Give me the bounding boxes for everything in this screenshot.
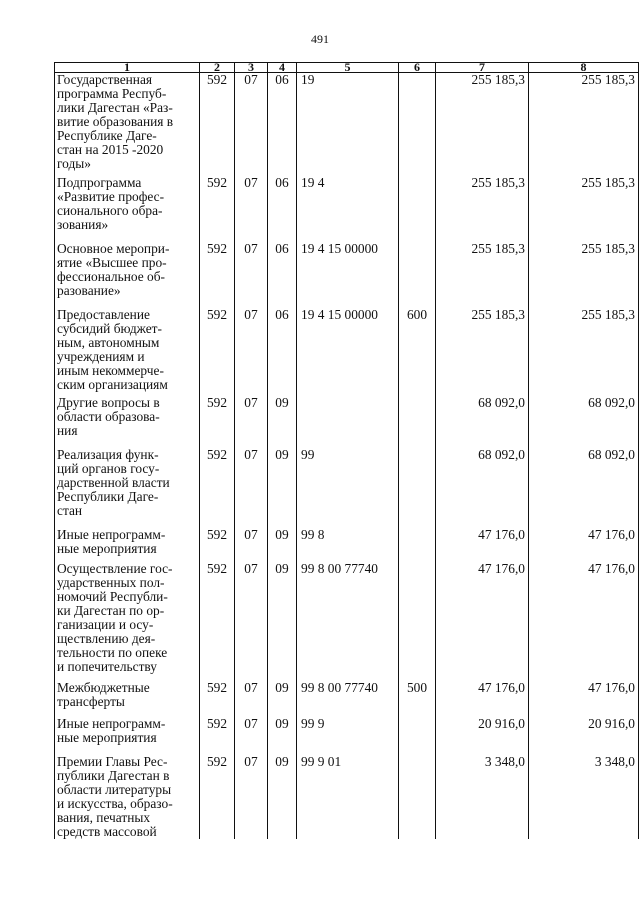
- target-article-cell: 19: [297, 73, 399, 176]
- section-code-cell: 07: [235, 308, 268, 396]
- page-number: 491: [311, 32, 329, 46]
- row-name-line: средств массовой: [57, 823, 157, 839]
- target-article-cell: 19 4: [297, 176, 399, 242]
- amount-cell: 255 185,3: [529, 242, 639, 308]
- row-name-line: и искусства, образо-: [57, 795, 173, 811]
- row-name-line: сионального обра-: [57, 202, 163, 218]
- column-header: 5: [297, 63, 399, 73]
- row-name-cell: [55, 242, 200, 308]
- row-name-line: области образова-: [57, 408, 160, 424]
- target-article-cell: 19 4 15 00000: [297, 308, 399, 396]
- admin-code-cell: 592: [200, 396, 235, 448]
- expense-type-cell: [399, 448, 436, 528]
- row-name-line: ганизации и осу-: [57, 616, 154, 632]
- amount-cell: 255 185,3: [436, 308, 529, 396]
- table-row: [55, 681, 639, 717]
- row-name-line: ния: [57, 422, 78, 438]
- row-name-line: ные мероприятия: [57, 729, 157, 745]
- table-row: [55, 448, 639, 528]
- admin-code-cell: 592: [200, 308, 235, 396]
- expense-type-cell: [399, 717, 436, 755]
- subsection-code-cell: 06: [268, 176, 297, 242]
- row-name-line: ятие «Высшее про-: [57, 254, 167, 270]
- column-header: 1: [55, 63, 200, 73]
- row-name-line: ществлению дея-: [57, 630, 156, 646]
- row-name-cell: [55, 755, 200, 839]
- row-name-line: ций органов госу-: [57, 460, 160, 476]
- amount-cell: 255 185,3: [436, 73, 529, 176]
- row-name-line: Реализация функ-: [57, 446, 159, 462]
- row-name-line: ки Дагестан по ор-: [57, 602, 165, 618]
- target-article-cell: 99 8: [297, 528, 399, 562]
- row-name-line: Республики Даге-: [57, 488, 159, 504]
- amount-cell: 68 092,0: [529, 396, 639, 448]
- table-row: [55, 308, 639, 396]
- column-header: 3: [235, 63, 268, 73]
- target-article-cell: 99 8 00 77740: [297, 562, 399, 681]
- row-name-line: ные мероприятия: [57, 540, 157, 556]
- section-code-cell: 07: [235, 681, 268, 717]
- section-code-cell: 07: [235, 176, 268, 242]
- column-header: 4: [268, 63, 297, 73]
- subsection-code-cell: 06: [268, 73, 297, 176]
- column-header: 2: [200, 63, 235, 73]
- row-name-line: Иные непрограмм-: [57, 526, 166, 542]
- target-article-cell: 99 9: [297, 717, 399, 755]
- section-code-cell: 07: [235, 396, 268, 448]
- row-name-cell: [55, 73, 200, 176]
- column-header: 6: [399, 63, 436, 73]
- expense-type-cell: [399, 176, 436, 242]
- amount-cell: 47 176,0: [436, 528, 529, 562]
- row-name-line: вания, печатных: [57, 809, 151, 825]
- row-name-cell: [55, 717, 200, 755]
- column-header: 8: [529, 63, 639, 73]
- amount-cell: 68 092,0: [436, 448, 529, 528]
- admin-code-cell: 592: [200, 73, 235, 176]
- row-name-line: стан на 2015 -2020: [57, 142, 164, 157]
- amount-cell: 255 185,3: [529, 73, 639, 176]
- expense-type-cell: [399, 242, 436, 308]
- row-name-line: Другие вопросы в: [57, 394, 160, 410]
- amount-cell: 20 916,0: [436, 717, 529, 755]
- subsection-code-cell: 09: [268, 528, 297, 562]
- amount-cell: 20 916,0: [529, 717, 639, 755]
- amount-cell: 68 092,0: [436, 396, 529, 448]
- section-code-cell: 07: [235, 242, 268, 308]
- row-name-line: публики Дагестан в: [57, 767, 170, 783]
- row-name-line: ским организациям: [57, 376, 168, 392]
- target-article-cell: 19 4 15 00000: [297, 242, 399, 308]
- expense-type-cell: [399, 562, 436, 681]
- table-row: [55, 717, 639, 755]
- row-name-cell: [55, 681, 200, 717]
- amount-cell: 3 348,0: [436, 755, 529, 839]
- row-name-line: субсидий бюджет-: [57, 320, 162, 336]
- subsection-code-cell: 09: [268, 448, 297, 528]
- target-article-cell: 99 8 00 77740: [297, 681, 399, 717]
- table-header-row: [55, 63, 639, 73]
- admin-code-cell: 592: [200, 681, 235, 717]
- row-name-cell: [55, 448, 200, 528]
- column-header: 7: [436, 63, 529, 73]
- row-name-line: Основное меропри-: [57, 240, 170, 256]
- row-name-line: лики Дагестан «Раз-: [57, 100, 173, 115]
- table-row: [55, 176, 639, 242]
- amount-cell: 47 176,0: [436, 562, 529, 681]
- row-name-line: Межбюджетные: [57, 679, 150, 695]
- expense-type-cell: 600: [399, 308, 436, 396]
- row-name-line: дарственной власти: [57, 474, 170, 490]
- row-name-line: тельности по опеке: [57, 644, 168, 660]
- row-name-line: и попечительству: [57, 658, 157, 674]
- subsection-code-cell: 09: [268, 755, 297, 839]
- subsection-code-cell: 09: [268, 562, 297, 681]
- row-name-line: фессиональное об-: [57, 268, 166, 284]
- target-article-cell: 99 9 01: [297, 755, 399, 839]
- admin-code-cell: 592: [200, 176, 235, 242]
- row-name-line: Республике Даге-: [57, 128, 157, 143]
- row-name-line: Подпрограмма: [57, 174, 142, 190]
- amount-cell: 255 185,3: [436, 242, 529, 308]
- row-name-line: «Развитие профес-: [57, 188, 165, 204]
- admin-code-cell: 592: [200, 717, 235, 755]
- admin-code-cell: 592: [200, 755, 235, 839]
- row-name-line: ударственных пол-: [57, 574, 165, 590]
- row-name-line: учреждениям и: [57, 348, 145, 364]
- table-body: [55, 73, 639, 839]
- amount-cell: 3 348,0: [529, 755, 639, 839]
- table-row: [55, 242, 639, 308]
- admin-code-cell: 592: [200, 562, 235, 681]
- row-name-cell: [55, 528, 200, 562]
- section-code-cell: 07: [235, 755, 268, 839]
- section-code-cell: 07: [235, 528, 268, 562]
- row-name-line: номочий Республи-: [57, 588, 168, 604]
- admin-code-cell: 592: [200, 242, 235, 308]
- target-article-cell: [297, 396, 399, 448]
- row-name-line: зования»: [57, 216, 109, 232]
- target-article-cell: 99: [297, 448, 399, 528]
- row-name-line: Иные непрограмм-: [57, 715, 166, 731]
- row-name-cell: [55, 396, 200, 448]
- section-code-cell: 07: [235, 448, 268, 528]
- table-row: [55, 528, 639, 562]
- amount-cell: 47 176,0: [436, 681, 529, 717]
- expense-type-cell: 500: [399, 681, 436, 717]
- amount-cell: 47 176,0: [529, 528, 639, 562]
- row-name-line: Осуществление гос-: [57, 560, 173, 576]
- row-name-cell: [55, 562, 200, 681]
- table-row: [55, 755, 639, 839]
- budget-table: [54, 62, 639, 839]
- row-name-line: иным некоммерче-: [57, 362, 164, 378]
- expense-type-cell: [399, 73, 436, 176]
- row-name-line: Предоставление: [57, 306, 150, 322]
- table-row: [55, 562, 639, 681]
- expense-type-cell: [399, 528, 436, 562]
- amount-cell: 68 092,0: [529, 448, 639, 528]
- row-name-line: годы»: [57, 156, 91, 171]
- subsection-code-cell: 06: [268, 242, 297, 308]
- table-row: [55, 73, 639, 176]
- row-name-line: трансферты: [57, 693, 125, 709]
- subsection-code-cell: 09: [268, 717, 297, 755]
- expense-type-cell: [399, 755, 436, 839]
- expense-type-cell: [399, 396, 436, 448]
- amount-cell: 255 185,3: [529, 308, 639, 396]
- row-name-cell: [55, 176, 200, 242]
- table-row: [55, 396, 639, 448]
- amount-cell: 255 185,3: [436, 176, 529, 242]
- section-code-cell: 07: [235, 562, 268, 681]
- subsection-code-cell: 09: [268, 396, 297, 448]
- row-name-line: программа Респуб-: [57, 86, 167, 101]
- section-code-cell: 07: [235, 717, 268, 755]
- amount-cell: 255 185,3: [529, 176, 639, 242]
- subsection-code-cell: 09: [268, 681, 297, 717]
- row-name-line: стан: [57, 502, 83, 518]
- admin-code-cell: 592: [200, 448, 235, 528]
- row-name-line: Премии Главы Рес-: [57, 753, 168, 769]
- row-name-line: области литературы: [57, 781, 172, 797]
- subsection-code-cell: 06: [268, 308, 297, 396]
- amount-cell: 47 176,0: [529, 562, 639, 681]
- row-name-cell: [55, 308, 200, 396]
- row-name-line: ным, автономным: [57, 334, 160, 350]
- section-code-cell: 07: [235, 73, 268, 176]
- row-name-line: витие образования в: [57, 114, 174, 129]
- row-name-line: Государственная: [57, 72, 153, 87]
- row-name-line: разование»: [57, 282, 121, 298]
- amount-cell: 47 176,0: [529, 681, 639, 717]
- admin-code-cell: 592: [200, 528, 235, 562]
